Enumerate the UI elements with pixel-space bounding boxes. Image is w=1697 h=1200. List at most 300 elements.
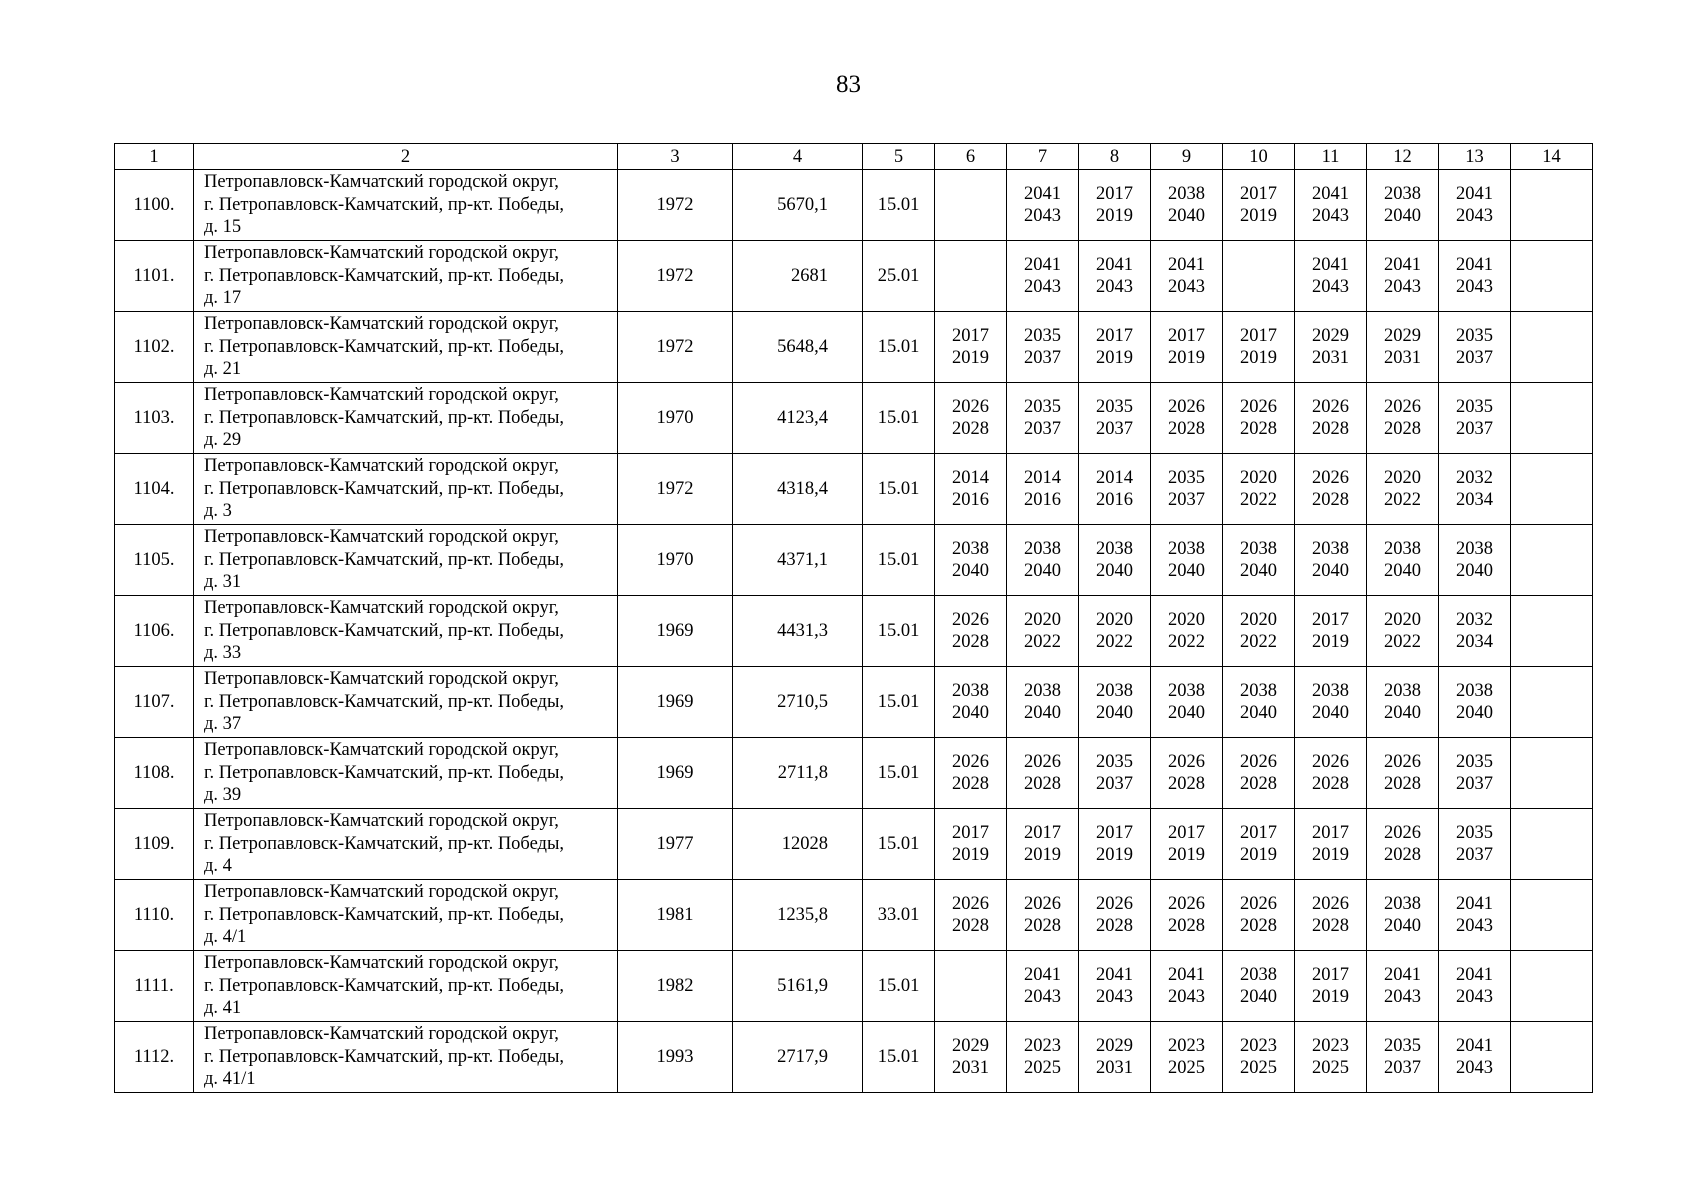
period-year: 2038 [1384, 539, 1421, 559]
period-cell-col-7 [1007, 1022, 1079, 1093]
period-year: 2017 [1096, 184, 1133, 204]
period-year: 2041 [1096, 255, 1133, 275]
column-header-13: 13 [1439, 144, 1511, 170]
period-year: 2026 [1168, 894, 1205, 914]
code-cell: 15.01 [863, 809, 935, 880]
period-cell-col-12 [1367, 1022, 1439, 1093]
period-year: 2043 [1456, 987, 1493, 1007]
period-cell-col-9 [1151, 951, 1223, 1022]
period-cell-col-9 [1151, 312, 1223, 383]
period-year: 2043 [1096, 987, 1133, 1007]
period-year: 2041 [1384, 255, 1421, 275]
period-cell-col-12 [1367, 312, 1439, 383]
period-cell-col-7 [1007, 170, 1079, 241]
period-cell-col-12 [1367, 596, 1439, 667]
period-cell-col-11 [1295, 667, 1367, 738]
period-cell-col-13 [1439, 809, 1511, 880]
period-year: 2017 [1168, 823, 1205, 843]
period-cell-col-7 [1007, 525, 1079, 596]
period-year: 2026 [1384, 752, 1421, 772]
area-cell: 2681 [733, 241, 863, 312]
period-cell-col-9 [1151, 880, 1223, 951]
period-year: 2038 [1240, 965, 1277, 985]
code-cell: 15.01 [863, 667, 935, 738]
table-row [115, 667, 1593, 738]
period-year: 2035 [1456, 752, 1493, 772]
period-cell-col-8 [1079, 525, 1151, 596]
period-year: 2043 [1456, 206, 1493, 226]
period-year: 2028 [952, 419, 989, 439]
address-line: г. Петропавловск-Камчатский, пр-кт. Победы, [204, 549, 565, 570]
address-line: д. 29 [204, 430, 242, 451]
table-row [115, 738, 1593, 809]
address-line: д. 3 [204, 501, 232, 522]
address-line: Петропавловск-Камчатский городской округ, [204, 243, 559, 264]
period-cell-col-7 [1007, 312, 1079, 383]
period-year: 2028 [1096, 916, 1133, 936]
period-year: 2019 [1096, 206, 1133, 226]
period-cell-col-8 [1079, 1022, 1151, 1093]
period-year: 2041 [1456, 184, 1493, 204]
area-cell: 2711,8 [733, 738, 863, 809]
period-cell-col-6 [935, 454, 1007, 525]
address-line: Петропавловск-Камчатский городской округ, [204, 598, 559, 619]
period-year: 2040 [1456, 703, 1493, 723]
period-year: 2014 [1096, 468, 1133, 488]
period-cell-col-7 [1007, 241, 1079, 312]
period-year: 2037 [1168, 490, 1205, 510]
code-cell: 25.01 [863, 241, 935, 312]
address-line: Петропавловск-Камчатский городской округ, [204, 882, 559, 903]
column-header-8: 8 [1079, 144, 1151, 170]
code-cell: 15.01 [863, 525, 935, 596]
period-year: 2028 [1240, 916, 1277, 936]
period-year: 2031 [1312, 348, 1349, 368]
row-number-cell: 1106. [115, 596, 194, 667]
period-cell-col-10 [1223, 241, 1295, 312]
address-cell [194, 951, 618, 1022]
period-year: 2026 [1096, 894, 1133, 914]
period-cell-col-10 [1223, 596, 1295, 667]
address-line: Петропавловск-Камчатский городской округ, [204, 456, 559, 477]
period-cell-col-13 [1439, 738, 1511, 809]
period-year: 2032 [1456, 610, 1493, 630]
period-year: 2041 [1456, 1036, 1493, 1056]
period-cell-col-9 [1151, 454, 1223, 525]
period-year: 2017 [1096, 326, 1133, 346]
period-year: 2029 [1384, 326, 1421, 346]
table-row [115, 383, 1593, 454]
period-year: 2041 [1024, 184, 1061, 204]
period-cell-col-6 [935, 596, 1007, 667]
area-cell: 12028 [733, 809, 863, 880]
period-year: 2026 [1312, 752, 1349, 772]
period-year: 2020 [1024, 610, 1061, 630]
period-year: 2017 [1096, 823, 1133, 843]
row-number-cell: 1112. [115, 1022, 194, 1093]
period-cell-col-9 [1151, 667, 1223, 738]
year-cell: 1969 [618, 667, 733, 738]
code-cell: 15.01 [863, 383, 935, 454]
period-year: 2026 [1312, 397, 1349, 417]
period-cell-col-10 [1223, 170, 1295, 241]
period-year: 2019 [952, 348, 989, 368]
column-header-5: 5 [863, 144, 935, 170]
address-line: г. Петропавловск-Камчатский, пр-кт. Победы, [204, 762, 565, 783]
column-header-11: 11 [1295, 144, 1367, 170]
column-14-cell [1511, 525, 1593, 596]
address-line: д. 4 [204, 856, 232, 877]
period-cell-col-9 [1151, 809, 1223, 880]
period-cell-col-10 [1223, 809, 1295, 880]
period-year: 2020 [1096, 610, 1133, 630]
address-line: д. 4/1 [204, 927, 247, 948]
period-cell-col-13 [1439, 667, 1511, 738]
year-cell: 1993 [618, 1022, 733, 1093]
period-year: 2025 [1312, 1058, 1349, 1078]
period-cell-col-12 [1367, 880, 1439, 951]
period-year: 2017 [1312, 965, 1349, 985]
year-cell: 1982 [618, 951, 733, 1022]
address-line: Петропавловск-Камчатский городской округ, [204, 740, 559, 761]
period-cell-col-13 [1439, 383, 1511, 454]
period-year: 2043 [1312, 277, 1349, 297]
period-year: 2026 [1024, 894, 1061, 914]
period-cell-col-11 [1295, 738, 1367, 809]
period-cell-col-11 [1295, 880, 1367, 951]
year-cell: 1969 [618, 738, 733, 809]
year-cell: 1981 [618, 880, 733, 951]
address-cell [194, 667, 618, 738]
row-number-cell: 1104. [115, 454, 194, 525]
period-year: 2037 [1456, 845, 1493, 865]
period-year: 2016 [1024, 490, 1061, 510]
period-year: 2035 [1024, 397, 1061, 417]
address-line: Петропавловск-Камчатский городской округ, [204, 1024, 559, 1045]
period-year: 2017 [1240, 184, 1277, 204]
period-cell-col-6 [935, 951, 1007, 1022]
period-cell-col-13 [1439, 312, 1511, 383]
table-row [115, 951, 1593, 1022]
period-year: 2040 [1024, 561, 1061, 581]
period-year: 2014 [952, 468, 989, 488]
period-year: 2040 [1384, 703, 1421, 723]
period-year: 2026 [952, 610, 989, 630]
period-cell-col-10 [1223, 738, 1295, 809]
period-year: 2034 [1456, 490, 1493, 510]
period-year: 2017 [1312, 823, 1349, 843]
period-cell-col-11 [1295, 525, 1367, 596]
code-cell: 15.01 [863, 454, 935, 525]
period-cell-col-8 [1079, 738, 1151, 809]
period-year: 2035 [1456, 326, 1493, 346]
period-cell-col-8 [1079, 454, 1151, 525]
period-year: 2026 [1168, 397, 1205, 417]
header-row [115, 144, 1593, 170]
table-row [115, 241, 1593, 312]
period-year: 2026 [1240, 397, 1277, 417]
year-cell: 1970 [618, 525, 733, 596]
row-number-cell: 1105. [115, 525, 194, 596]
address-line: г. Петропавловск-Камчатский, пр-кт. Победы, [204, 478, 565, 499]
table-row [115, 1022, 1593, 1093]
period-cell-col-6 [935, 383, 1007, 454]
address-line: д. 15 [204, 217, 242, 238]
table-row [115, 880, 1593, 951]
period-year: 2028 [952, 774, 989, 794]
period-year: 2040 [1168, 561, 1205, 581]
row-number-cell: 1110. [115, 880, 194, 951]
period-year: 2040 [1312, 703, 1349, 723]
period-year: 2022 [1384, 632, 1421, 652]
period-cell-col-11 [1295, 383, 1367, 454]
period-year: 2035 [1456, 823, 1493, 843]
column-14-cell [1511, 596, 1593, 667]
period-cell-col-11 [1295, 951, 1367, 1022]
period-year: 2019 [952, 845, 989, 865]
period-year: 2043 [1456, 277, 1493, 297]
period-year: 2022 [1240, 490, 1277, 510]
period-year: 2019 [1240, 348, 1277, 368]
period-year: 2028 [1168, 774, 1205, 794]
period-year: 2038 [1168, 681, 1205, 701]
address-line: Петропавловск-Камчатский городской округ, [204, 385, 559, 406]
period-year: 2035 [1456, 397, 1493, 417]
period-year: 2028 [1024, 774, 1061, 794]
period-year: 2025 [1168, 1058, 1205, 1078]
period-year: 2038 [1168, 184, 1205, 204]
period-year: 2041 [1312, 255, 1349, 275]
table-row [115, 170, 1593, 241]
period-year: 2019 [1024, 845, 1061, 865]
period-year: 2022 [1024, 632, 1061, 652]
address-line: г. Петропавловск-Камчатский, пр-кт. Победы, [204, 194, 565, 215]
period-cell-col-12 [1367, 170, 1439, 241]
period-cell-col-13 [1439, 525, 1511, 596]
period-year: 2041 [1168, 255, 1205, 275]
period-cell-col-6 [935, 525, 1007, 596]
column-14-cell [1511, 1022, 1593, 1093]
period-year: 2028 [1240, 774, 1277, 794]
area-cell: 4123,4 [733, 383, 863, 454]
period-cell-col-6 [935, 241, 1007, 312]
code-cell: 15.01 [863, 312, 935, 383]
period-year: 2040 [1024, 703, 1061, 723]
period-cell-col-7 [1007, 454, 1079, 525]
address-line: д. 41 [204, 998, 242, 1019]
period-year: 2040 [1384, 916, 1421, 936]
table-row [115, 312, 1593, 383]
period-year: 2037 [1456, 419, 1493, 439]
period-cell-col-10 [1223, 525, 1295, 596]
period-year: 2028 [1312, 916, 1349, 936]
address-cell [194, 880, 618, 951]
period-cell-col-13 [1439, 880, 1511, 951]
row-number-cell: 1109. [115, 809, 194, 880]
address-line: г. Петропавловск-Камчатский, пр-кт. Победы, [204, 265, 565, 286]
period-cell-col-10 [1223, 312, 1295, 383]
period-year: 2019 [1312, 987, 1349, 1007]
period-cell-col-12 [1367, 951, 1439, 1022]
period-year: 2023 [1168, 1036, 1205, 1056]
area-cell: 4431,3 [733, 596, 863, 667]
year-cell: 1969 [618, 596, 733, 667]
period-year: 2037 [1024, 348, 1061, 368]
period-year: 2026 [1024, 752, 1061, 772]
period-year: 2026 [1384, 823, 1421, 843]
period-cell-col-13 [1439, 454, 1511, 525]
period-year: 2040 [1240, 561, 1277, 581]
period-year: 2038 [1312, 681, 1349, 701]
period-year: 2040 [1240, 703, 1277, 723]
period-cell-col-11 [1295, 596, 1367, 667]
column-14-cell [1511, 383, 1593, 454]
address-cell [194, 170, 618, 241]
period-year: 2043 [1024, 277, 1061, 297]
period-year: 2028 [1168, 419, 1205, 439]
address-cell [194, 525, 618, 596]
period-year: 2017 [952, 326, 989, 346]
period-cell-col-7 [1007, 667, 1079, 738]
period-cell-col-9 [1151, 383, 1223, 454]
period-cell-col-6 [935, 1022, 1007, 1093]
period-year: 2025 [1024, 1058, 1061, 1078]
period-year: 2041 [1456, 965, 1493, 985]
address-line: д. 39 [204, 785, 242, 806]
period-year: 2038 [1168, 539, 1205, 559]
area-cell: 2710,5 [733, 667, 863, 738]
area-cell: 4371,1 [733, 525, 863, 596]
period-cell-col-8 [1079, 383, 1151, 454]
period-cell-col-6 [935, 809, 1007, 880]
period-year: 2016 [1096, 490, 1133, 510]
period-cell-col-8 [1079, 809, 1151, 880]
period-year: 2038 [1240, 681, 1277, 701]
row-number-cell: 1108. [115, 738, 194, 809]
period-year: 2043 [1384, 277, 1421, 297]
period-year: 2038 [1096, 681, 1133, 701]
period-year: 2026 [1384, 397, 1421, 417]
column-header-9: 9 [1151, 144, 1223, 170]
period-year: 2043 [1024, 206, 1061, 226]
period-year: 2038 [1240, 539, 1277, 559]
period-year: 2040 [1096, 561, 1133, 581]
period-cell-col-9 [1151, 738, 1223, 809]
period-year: 2026 [1240, 894, 1277, 914]
period-cell-col-8 [1079, 951, 1151, 1022]
period-year: 2041 [1096, 965, 1133, 985]
period-year: 2043 [1456, 916, 1493, 936]
area-cell: 2717,9 [733, 1022, 863, 1093]
period-cell-col-10 [1223, 383, 1295, 454]
period-cell-col-12 [1367, 454, 1439, 525]
period-year: 2028 [1312, 419, 1349, 439]
period-year: 2017 [1168, 326, 1205, 346]
period-year: 2022 [1168, 632, 1205, 652]
address-line: д. 41/1 [204, 1069, 256, 1090]
period-year: 2037 [1384, 1058, 1421, 1078]
period-cell-col-7 [1007, 880, 1079, 951]
period-year: 2028 [1384, 845, 1421, 865]
period-year: 2038 [1456, 539, 1493, 559]
year-cell: 1977 [618, 809, 733, 880]
column-header-6: 6 [935, 144, 1007, 170]
period-year: 2019 [1240, 206, 1277, 226]
period-year: 2040 [1168, 206, 1205, 226]
period-year: 2019 [1312, 845, 1349, 865]
period-year: 2040 [1384, 561, 1421, 581]
period-year: 2043 [1168, 987, 1205, 1007]
registry-table [114, 143, 1593, 1093]
period-year: 2016 [952, 490, 989, 510]
table-row [115, 809, 1593, 880]
period-year: 2017 [1024, 823, 1061, 843]
period-cell-col-7 [1007, 951, 1079, 1022]
table-header [115, 144, 1593, 170]
period-year: 2026 [1312, 894, 1349, 914]
address-line: г. Петропавловск-Камчатский, пр-кт. Победы, [204, 904, 565, 925]
period-cell-col-10 [1223, 951, 1295, 1022]
period-cell-col-6 [935, 312, 1007, 383]
period-year: 2025 [1240, 1058, 1277, 1078]
period-year: 2035 [1096, 752, 1133, 772]
column-14-cell [1511, 312, 1593, 383]
row-number-cell: 1100. [115, 170, 194, 241]
period-cell-col-9 [1151, 596, 1223, 667]
period-year: 2041 [1024, 965, 1061, 985]
period-year: 2020 [1384, 468, 1421, 488]
period-year: 2019 [1096, 348, 1133, 368]
address-cell [194, 809, 618, 880]
period-cell-col-9 [1151, 525, 1223, 596]
period-cell-col-12 [1367, 525, 1439, 596]
period-year: 2041 [1024, 255, 1061, 275]
address-line: д. 33 [204, 643, 242, 664]
period-year: 2017 [952, 823, 989, 843]
period-year: 2022 [1384, 490, 1421, 510]
page-number: 83 [836, 71, 861, 98]
period-year: 2023 [1024, 1036, 1061, 1056]
code-cell: 15.01 [863, 596, 935, 667]
period-year: 2041 [1384, 965, 1421, 985]
period-year: 2038 [1384, 894, 1421, 914]
period-cell-col-6 [935, 880, 1007, 951]
column-header-3: 3 [618, 144, 733, 170]
period-year: 2043 [1096, 277, 1133, 297]
period-year: 2043 [1024, 987, 1061, 1007]
period-cell-col-12 [1367, 667, 1439, 738]
period-year: 2020 [1384, 610, 1421, 630]
period-year: 2040 [1384, 206, 1421, 226]
period-year: 2029 [1096, 1036, 1133, 1056]
period-year: 2040 [1168, 703, 1205, 723]
period-cell-col-8 [1079, 596, 1151, 667]
period-year: 2038 [1456, 681, 1493, 701]
code-cell: 33.01 [863, 880, 935, 951]
period-year: 2035 [1024, 326, 1061, 346]
period-year: 2040 [1096, 703, 1133, 723]
period-year: 2017 [1312, 610, 1349, 630]
period-year: 2040 [952, 561, 989, 581]
period-year: 2038 [1096, 539, 1133, 559]
period-year: 2028 [1240, 419, 1277, 439]
year-cell: 1972 [618, 312, 733, 383]
address-cell [194, 312, 618, 383]
period-cell-col-7 [1007, 738, 1079, 809]
period-year: 2017 [1240, 326, 1277, 346]
area-cell: 5161,9 [733, 951, 863, 1022]
row-number-cell: 1102. [115, 312, 194, 383]
